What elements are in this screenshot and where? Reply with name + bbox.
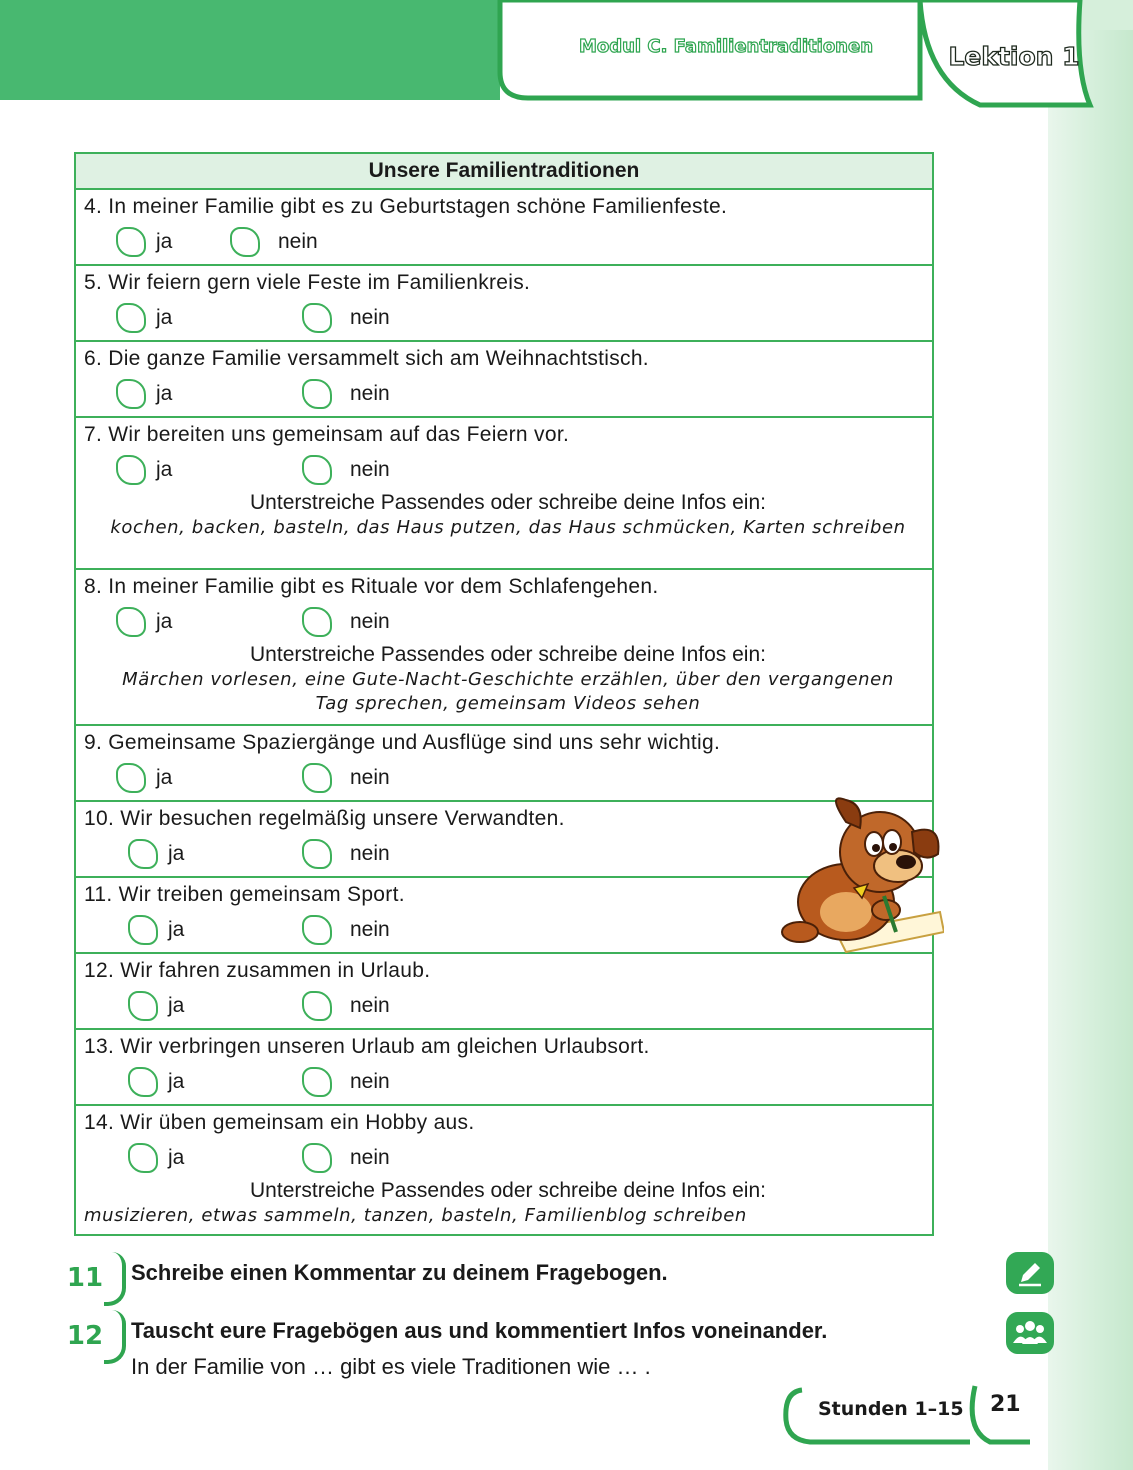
instruction-text: Unterstreiche Passendes oder schreibe deine Infos ein:: [250, 1179, 766, 1202]
option-label: ja: [156, 382, 173, 405]
option-ja[interactable]: [128, 1064, 184, 1100]
checkbox-nein[interactable]: [302, 1143, 332, 1173]
option-label: nein: [350, 918, 390, 941]
task-number: 12: [66, 1321, 104, 1351]
survey-item: [76, 1106, 932, 1236]
dog-illustration: [776, 792, 944, 960]
option-label: ja: [168, 842, 185, 865]
option-label: ja: [168, 1146, 185, 1169]
option-label: ja: [156, 230, 173, 253]
module-title: Modul C. Familientraditionen: [578, 36, 874, 57]
option-label: nein: [350, 458, 390, 481]
option-nein[interactable]: [302, 988, 390, 1024]
question-text: 11. Wir treiben gemeinsam Sport.: [84, 883, 405, 906]
option-nein[interactable]: [302, 300, 390, 336]
option-ja[interactable]: [116, 224, 172, 260]
option-label: ja: [156, 610, 173, 633]
checkbox-ja[interactable]: [116, 607, 146, 637]
survey-item: [76, 1030, 932, 1106]
checkbox-nein[interactable]: [302, 303, 332, 333]
checkbox-nein[interactable]: [302, 455, 332, 485]
option-nein[interactable]: [302, 376, 390, 412]
checkbox-nein[interactable]: [302, 379, 332, 409]
survey-item: [76, 954, 932, 1030]
option-label: nein: [350, 994, 390, 1017]
instruction-text: Unterstreiche Passendes oder schreibe deine Infos ein:: [250, 643, 766, 666]
survey-item: [76, 418, 932, 570]
task-11: [56, 1258, 956, 1298]
checkbox-ja[interactable]: [116, 379, 146, 409]
option-ja[interactable]: [128, 912, 184, 948]
option-label: nein: [278, 230, 318, 253]
task-bracket: [104, 1310, 126, 1364]
task-bracket: [104, 1252, 126, 1306]
checkbox-ja[interactable]: [128, 991, 158, 1021]
option-label: ja: [168, 918, 185, 941]
option-nein[interactable]: [302, 836, 390, 872]
option-ja[interactable]: [116, 376, 172, 412]
checkbox-nein[interactable]: [302, 607, 332, 637]
option-ja[interactable]: [128, 1140, 184, 1176]
survey-item: [76, 570, 932, 726]
checkbox-ja[interactable]: [128, 915, 158, 945]
option-ja[interactable]: [116, 452, 172, 488]
option-ja[interactable]: [116, 604, 172, 640]
task-12: [56, 1316, 956, 1386]
option-label: nein: [350, 382, 390, 405]
option-nein[interactable]: [302, 1140, 390, 1176]
checkbox-ja[interactable]: [116, 763, 146, 793]
survey-item: [76, 726, 932, 802]
pencil-icon: [1006, 1252, 1054, 1294]
question-text: 14. Wir üben gemeinsam ein Hobby aus.: [84, 1111, 475, 1134]
option-nein[interactable]: [302, 760, 390, 796]
example-list: musizieren, etwas sammeln, tanzen, basteln, Familienblog schreiben: [84, 1205, 747, 1226]
survey-table: [74, 152, 934, 1236]
survey-item: [76, 190, 932, 266]
page-edge-strip: [1048, 0, 1133, 1470]
option-label: nein: [350, 842, 390, 865]
task-number: 11: [66, 1263, 104, 1293]
question-text: 5. Wir feiern gern viele Feste im Familienkreis.: [84, 271, 531, 294]
task-instruction: Tauscht eure Fragebögen aus und kommentiert Infos voneinander.: [131, 1318, 828, 1343]
option-label: ja: [168, 994, 185, 1017]
example-list: kochen, backen, basteln, das Haus putzen, das Haus schmücken, Karten schreiben: [110, 517, 906, 538]
option-label: ja: [156, 458, 173, 481]
survey-item: [76, 266, 932, 342]
task-sentence-starter: In der Familie von … gibt es viele Traditionen wie … .: [131, 1354, 651, 1379]
checkbox-ja[interactable]: [116, 303, 146, 333]
checkbox-nein[interactable]: [230, 227, 260, 257]
question-text: 12. Wir fahren zusammen in Urlaub.: [84, 959, 431, 982]
option-nein[interactable]: [302, 452, 390, 488]
checkbox-nein[interactable]: [302, 991, 332, 1021]
option-label: ja: [156, 766, 173, 789]
survey-title: Unsere Familientraditionen: [76, 154, 932, 190]
option-nein[interactable]: [302, 604, 390, 640]
checkbox-ja[interactable]: [128, 1143, 158, 1173]
checkbox-ja[interactable]: [128, 1067, 158, 1097]
checkbox-nein[interactable]: [302, 915, 332, 945]
option-label: nein: [350, 1146, 390, 1169]
page-number: 21: [990, 1392, 1021, 1417]
checkbox-ja[interactable]: [128, 839, 158, 869]
question-text: 7. Wir bereiten uns gemeinsam auf das Feiern vor.: [84, 423, 570, 446]
option-label: nein: [350, 306, 390, 329]
option-ja[interactable]: [128, 988, 184, 1024]
example-list: Märchen vorlesen, eine Gute-Nacht-Geschichte erzählen, über den vergangenen Tag sprechen, gemeinsam Videos sehen: [122, 669, 894, 714]
option-ja[interactable]: [116, 760, 172, 796]
question-text: 10. Wir besuchen regelmäßig unsere Verwandten.: [84, 807, 565, 830]
option-label: nein: [350, 766, 390, 789]
task-instruction: Schreibe einen Kommentar zu deinem Fragebogen.: [131, 1260, 668, 1285]
option-label: ja: [156, 306, 173, 329]
option-nein[interactable]: [302, 912, 390, 948]
checkbox-ja[interactable]: [116, 227, 146, 257]
survey-item: [76, 342, 932, 418]
checkbox-ja[interactable]: [116, 455, 146, 485]
option-label: nein: [350, 1070, 390, 1093]
option-ja[interactable]: [128, 836, 184, 872]
option-nein[interactable]: [230, 224, 318, 260]
checkbox-nein[interactable]: [302, 839, 332, 869]
question-text: 6. Die ganze Familie versammelt sich am Weihnachtstisch.: [84, 347, 649, 370]
option-label: ja: [168, 1070, 185, 1093]
option-ja[interactable]: [116, 300, 172, 336]
checkbox-nein[interactable]: [302, 1067, 332, 1097]
checkbox-nein[interactable]: [302, 763, 332, 793]
lesson-title: Lektion 1: [948, 42, 1080, 71]
option-nein[interactable]: [302, 1064, 390, 1100]
question-text: 13. Wir verbringen unseren Urlaub am gleichen Urlaubsort.: [84, 1035, 650, 1058]
instruction-text: Unterstreiche Passendes oder schreibe deine Infos ein:: [250, 491, 766, 514]
question-text: 4. In meiner Familie gibt es zu Geburtstagen schöne Familienfeste.: [84, 195, 728, 218]
group-icon: [1006, 1312, 1054, 1354]
question-text: 9. Gemeinsame Spaziergänge und Ausflüge sind uns sehr wichtig.: [84, 731, 721, 754]
question-text: 8. In meiner Familie gibt es Rituale vor dem Schlafengehen.: [84, 575, 659, 598]
footer-lesson-range: Stunden 1–15: [818, 1398, 964, 1420]
option-label: nein: [350, 610, 390, 633]
